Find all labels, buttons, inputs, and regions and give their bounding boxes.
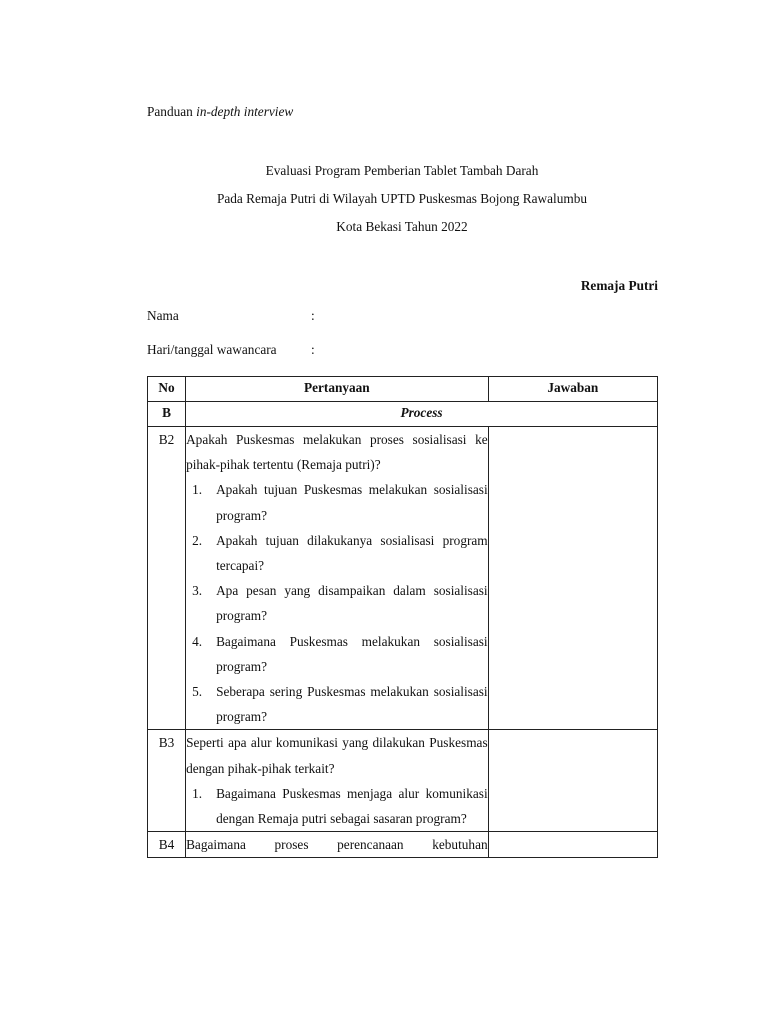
section-code: B: [148, 402, 186, 427]
sub-question-text: Bagaimana Puskesmas menjaga alur komunikasi dengan Remaja putri sebagai sasaran program?: [216, 785, 488, 827]
answer-cell[interactable]: [488, 427, 657, 730]
section-title: Process: [186, 402, 658, 427]
sub-question-number: 4.: [192, 633, 203, 649]
sub-question: [192, 781, 488, 831]
header-answer: Jawaban: [488, 377, 657, 402]
respondent-type: Remaja Putri: [580, 278, 658, 293]
field-name-label: Nama: [147, 308, 179, 323]
document-title-line-1: Evaluasi Program Pemberian Tablet Tambah Darah: [265, 163, 539, 178]
sub-question-text: Apa pesan yang disampaikan dalam sosialisasi program?: [216, 583, 488, 624]
table-row: [148, 832, 658, 858]
question-text: Seperti apa alur komunikasi yang dilakukan Puskesmas dengan pihak-pihak terkait?: [186, 735, 488, 776]
field-date-label: Hari/tanggal wawancara: [147, 342, 277, 357]
sub-question-number: 1.: [192, 785, 203, 801]
guide-italic: in-depth interview: [196, 104, 294, 119]
question-text: Bagaimana proses perencanaan kebutuhan: [186, 837, 488, 853]
sub-question: [192, 477, 488, 527]
interview-table: [147, 376, 658, 858]
guide-heading: [147, 104, 293, 120]
sub-question-list: [186, 781, 488, 831]
sub-question: [192, 679, 488, 729]
sub-question: [192, 629, 488, 679]
sub-question-text: Apakah tujuan Puskesmas melakukan sosialisasi program?: [216, 482, 488, 523]
question-text: Apakah Puskesmas melakukan proses sosialisasi ke pihak-pihak tertentu (Remaja putri)?: [186, 432, 488, 473]
question-cell: [186, 427, 489, 730]
table-row: [148, 427, 658, 730]
sub-question-number: 5.: [192, 684, 203, 700]
document-title-line-3: Kota Bekasi Tahun 2022: [336, 219, 468, 234]
sub-question-text: Bagaimana Puskesmas melakukan sosialisasi program?: [216, 633, 488, 674]
sub-question-list: [186, 477, 488, 729]
table-header-row: [148, 377, 658, 402]
table-row: [148, 730, 658, 832]
sub-question-number: 3.: [192, 583, 203, 599]
answer-cell[interactable]: [488, 832, 657, 858]
field-date-colon: :: [311, 342, 315, 357]
sub-question-text: Seberapa sering Puskesmas melakukan sosialisasi program?: [216, 684, 488, 725]
section-row: [148, 402, 658, 427]
row-number: B3: [148, 730, 186, 832]
document-title-line-2: Pada Remaja Putri di Wilayah UPTD Puskesmas Bojong Rawalumbu: [216, 191, 588, 206]
sub-question-number: 2.: [192, 532, 203, 548]
question-cell: [186, 730, 489, 832]
sub-question-text: Apakah tujuan dilakukanya sosialisasi program tercapai?: [216, 532, 488, 574]
field-name-colon: :: [311, 308, 315, 323]
question-cell: [186, 832, 489, 858]
guide-prefix: Panduan: [147, 104, 197, 119]
row-number: B2: [148, 427, 186, 730]
header-question: Pertanyaan: [186, 377, 489, 402]
header-no: No: [148, 377, 186, 402]
sub-question-number: 1.: [192, 482, 203, 498]
sub-question: [192, 578, 488, 628]
sub-question: [192, 528, 488, 578]
answer-cell[interactable]: [488, 730, 657, 832]
row-number: B4: [148, 832, 186, 858]
